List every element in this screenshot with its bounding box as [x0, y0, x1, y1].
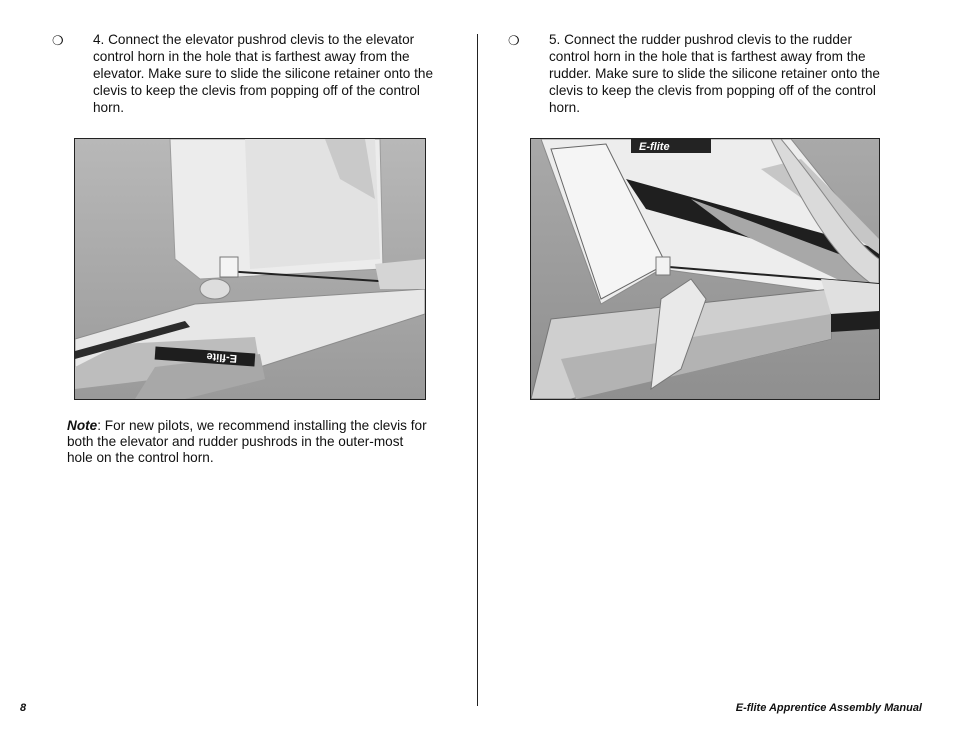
manual-title: E-flite Apprentice Assembly Manual	[735, 702, 922, 714]
rudder-photo-logo: E-flite	[639, 141, 670, 153]
note	[67, 418, 427, 466]
elevator-photo-logo: E-flite	[206, 350, 238, 365]
step-5	[508, 31, 908, 121]
rudder-photo	[530, 138, 880, 400]
note-body: : For new pilots, we recommend installing the clevis for both the elevator and rudder pushrods in the outer-most hole on the control horn.	[67, 418, 427, 465]
step-5-text: 5. Connect the rudder pushrod clevis to the rudder control horn in the hole that is farthest away from the rudder. Make sure to slide the silicone retainer onto the clevis to keep the clevis from popping off of the control horn.	[549, 32, 880, 115]
rudder-photo-drawing	[531, 139, 879, 399]
step-4-text: 4. Connect the elevator pushrod clevis to the elevator control horn in the hole that is farthest away from the elevator. Make sure to slide the silicone retainer onto the clevis to keep the clevis from popping off of the control horn.	[93, 32, 434, 115]
elevator-photo	[74, 138, 426, 400]
step-4	[52, 31, 452, 121]
elevator-photo-drawing	[75, 139, 425, 399]
column-divider	[477, 34, 478, 706]
note-lead: Note	[67, 418, 98, 433]
step-5-checkbox[interactable]: ❍	[508, 33, 520, 48]
page-number: 8	[20, 702, 27, 714]
step-4-checkbox[interactable]: ❍	[52, 33, 64, 48]
